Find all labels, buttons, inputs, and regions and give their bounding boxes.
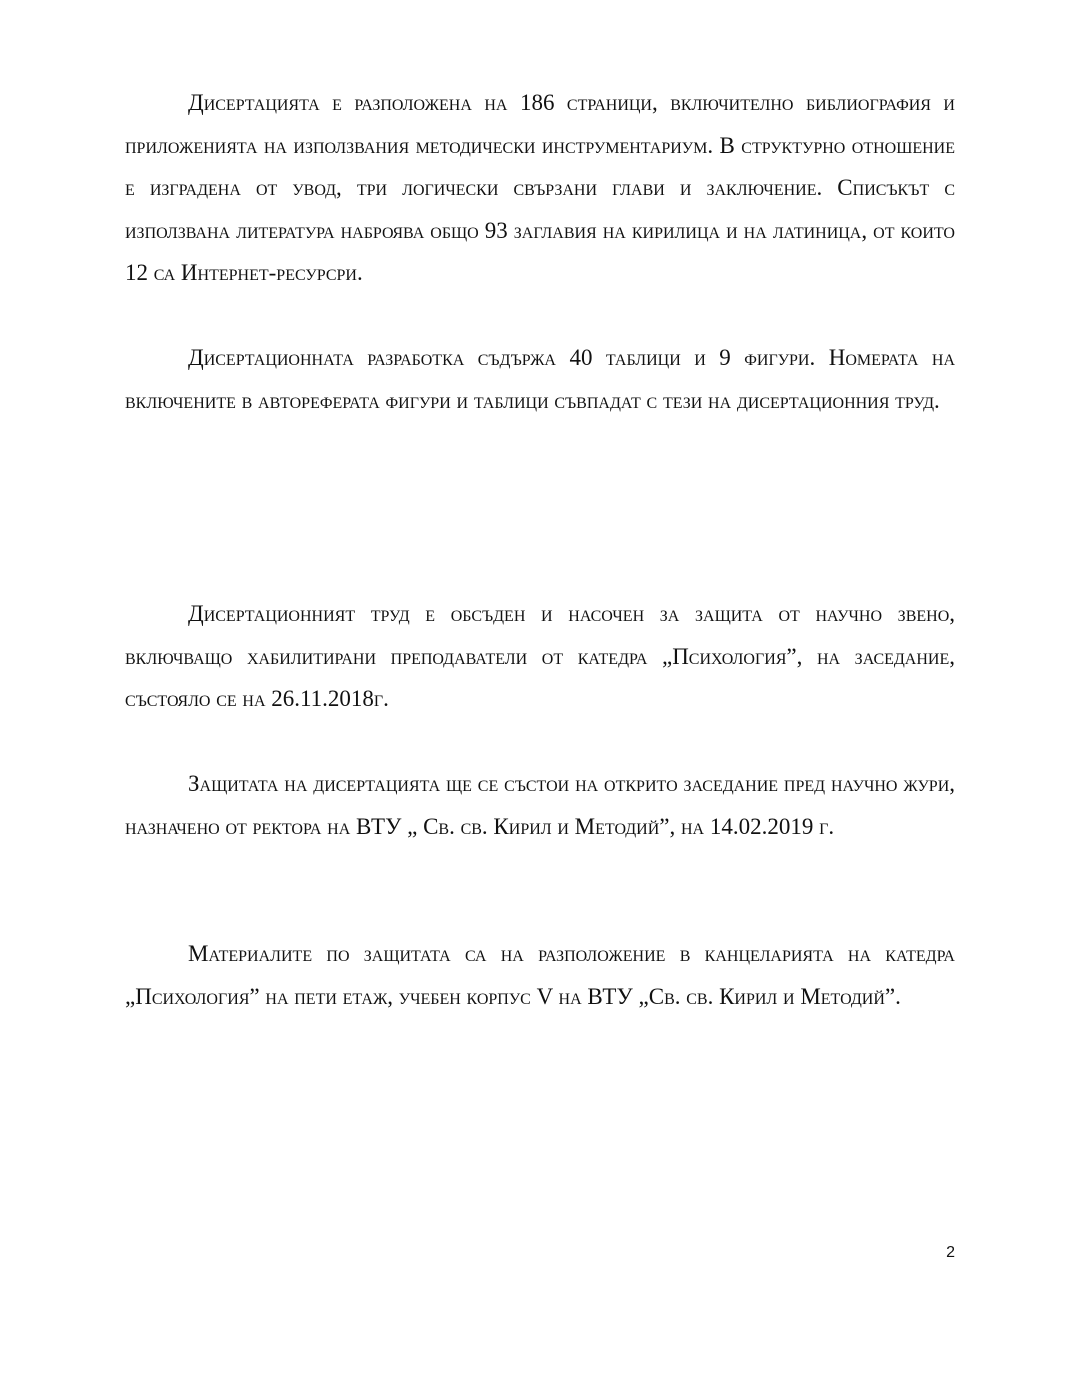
paragraph-materials: Материалите по защитата са на разположение в канцеларията на катедра „Психология” на пети етаж, учебен корпус V на ВТУ „Св. св. Кирил и Методий”. xyxy=(125,941,955,1009)
page-number: 2 xyxy=(946,1244,955,1261)
paragraph-defense: Защитата на дисертацията ще се състои на открито заседание пред научно жури, назначено от ректора на ВТУ „ Св. св. Кирил и Методий”, на 14.02.2019 г. xyxy=(125,771,955,839)
paragraph-tables-figures: Дисертационната разработка съдържа 40 таблици и 9 фигури. Номерата на включените в автореферата фигури и таблици съвпадат с тези на дисертационния труд. xyxy=(125,345,955,413)
paragraph-dissertation-structure: Дисертацията е разположена на 186 страници, включително библиография и приложенията на използвания методически инструментариум. В структурно отношение е изградена от увод, три логически свързани глави и заключение. Списъкът с използвана литература наброява общо 93 заглавия на кирилица и на латиница, от които 12 са Интернет-ресурсри. xyxy=(125,90,955,285)
paragraph-discussion: Дисертационният труд е обсъден и насочен за защита от научно звено, включващо хабилитирани преподаватели от катедра „Психология”, на заседание, състояло се на 26.11.2018г. xyxy=(125,601,955,711)
